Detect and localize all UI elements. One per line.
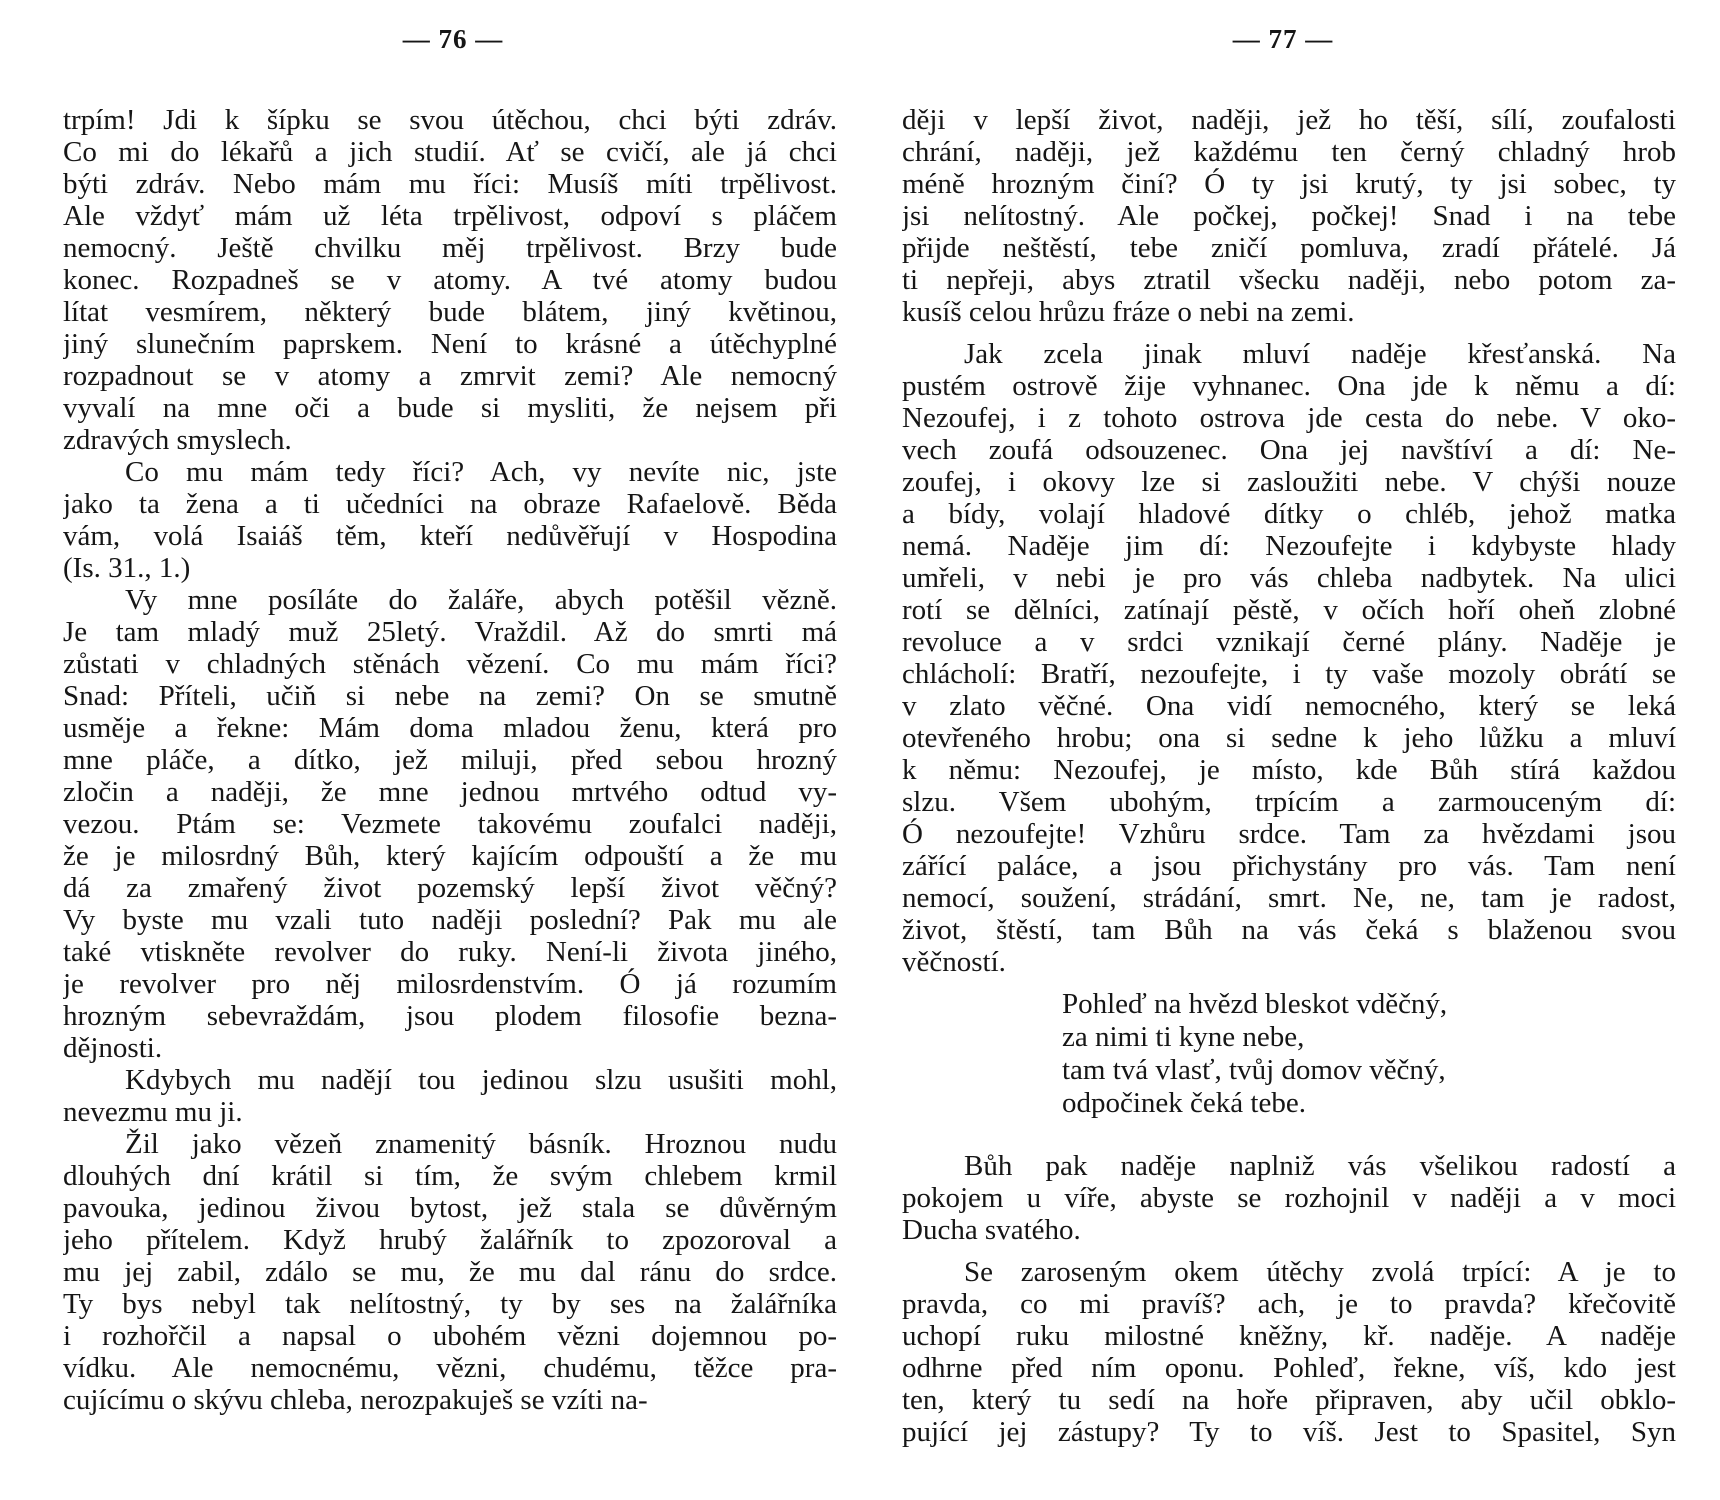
verse-line: Pohleď na hvězd bleskot vděčný, xyxy=(1062,988,1448,1020)
text-line: a bídy, volají hladové dítky o chléb, jehož matka xyxy=(902,498,1676,530)
text-line: jsi nelítostný. Ale počkej, počkej! Snad i na tebe xyxy=(902,200,1676,232)
text-line: pokojem u víře, abyste se rozhojnil v naději a v moci xyxy=(902,1182,1676,1214)
text-line: ději v lepší život, naději, jež ho těší, sílí, zoufalosti xyxy=(902,104,1676,136)
text-line: zářící paláce, a jsou přichystány pro vás. Tam není xyxy=(902,850,1676,882)
page-number-right: — 77 — xyxy=(1232,24,1334,54)
text-line: Co mi do lékařů a jich studií. Ať se cvičí, ale já chci xyxy=(63,136,837,168)
text-line: Bůh pak naděje naplniž vás všelikou radostí a xyxy=(964,1150,1676,1182)
text-line: jako ta žena a ti učedníci na obraze Rafaelově. Běda xyxy=(63,488,837,520)
text-line: že je milosrdný Bůh, který kajícím odpouští a že mu xyxy=(63,840,837,872)
text-line: i rozhořčil a napsal o ubohém vězni dojemnou po- xyxy=(63,1320,837,1352)
text-line: kusíš celou hrůzu fráze o nebi na zemi. xyxy=(902,296,1355,328)
page-number-left: — 76 — xyxy=(402,24,504,54)
text-line: hrozným sebevraždám, jsou plodem filosofie bezna- xyxy=(63,1000,837,1032)
text-line: dlouhých dní krátil si tím, že svým chlebem krmil xyxy=(63,1160,837,1192)
text-line: rotí se dělníci, zatínají pěstě, v očích hoří oheň zlobné xyxy=(902,594,1676,626)
text-line: vídku. Ale nemocnému, vězni, chudému, těžce pra- xyxy=(63,1352,837,1384)
text-line: Vy byste mu vzali tuto naději poslední? Pak mu ale xyxy=(63,904,837,936)
text-line: také vtiskněte revolver do ruky. Není-li života jiného, xyxy=(63,936,837,968)
text-line: přijde neštěstí, tebe zničí pomluva, zradí přátelé. Já xyxy=(902,232,1676,264)
right-page-text xyxy=(902,104,1676,1448)
left-page-text xyxy=(63,104,837,1416)
text-line: odhrne před ním oponu. Pohleď, řekne, víš, kdo jest xyxy=(902,1352,1676,1384)
text-line: dá za zmařený život pozemský lepší život věčný? xyxy=(63,872,837,904)
text-line: pustém ostrově žije vyhnanec. Ona jde k němu a dí: xyxy=(902,370,1676,402)
verse-line: za nimi ti kyne nebe, xyxy=(1062,1021,1305,1053)
text-line: ti nepřeji, abys ztratil všecku naději, nebo potom za- xyxy=(902,264,1676,296)
text-line: Ducha svatého. xyxy=(902,1214,1081,1246)
text-line: jeho přítelem. Když hrubý žalářník to zpozoroval a xyxy=(63,1224,837,1256)
text-line: život, štěstí, tam Bůh na vás čeká s blaženou svou xyxy=(902,914,1676,946)
text-line: zoufej, i okovy lze si zasloužiti nebe. V chýši nouze xyxy=(902,466,1676,498)
text-line: pující jej zástupy? Ty to víš. Jest to Spasitel, Syn xyxy=(902,1416,1676,1448)
text-line: konec. Rozpadneš se v atomy. A tvé atomy budou xyxy=(63,264,837,296)
text-line: věčností. xyxy=(902,946,1006,978)
text-line: usměje a řekne: Mám doma mladou ženu, která pro xyxy=(63,712,837,744)
text-line: pravda, co mi pravíš? ach, je to pravda? křečovitě xyxy=(902,1288,1676,1320)
text-line: chlácholí: Bratří, nezoufejte, i ty vaše mozoly obrátí se xyxy=(902,658,1676,690)
text-line: uchopí ruku milostné kněžny, kř. naděje. A naděje xyxy=(902,1320,1676,1352)
text-line: Vy mne posíláte do žaláře, abych potěšil vězně. xyxy=(125,584,837,616)
text-line: nemá. Naděje jim dí: Nezoufejte i kdybyste hlady xyxy=(902,530,1676,562)
text-line: méně hrozným činí? Ó ty jsi krutý, ty jsi sobec, ty xyxy=(902,168,1676,200)
text-line: jiný slunečním paprskem. Není to krásné a útěchyplné xyxy=(63,328,837,360)
text-line: nemocný. Ještě chvilku měj trpělivost. Brzy bude xyxy=(63,232,837,264)
text-line: býti zdráv. Nebo mám mu říci: Musíš míti trpělivost. xyxy=(63,168,837,200)
text-line: pavouka, jedinou živou bytost, jež stala se důvěrným xyxy=(63,1192,837,1224)
text-line: Je tam mladý muž 25letý. Vraždil. Až do smrti má xyxy=(63,616,837,648)
paragraph-gap xyxy=(902,328,1676,338)
text-line: mu jej zabil, zdálo se mu, že mu dal ránu do srdce. xyxy=(63,1256,837,1288)
text-line: Snad: Příteli, učiň si nebe na zemi? On se smutně xyxy=(63,680,837,712)
paragraph-gap xyxy=(902,978,1676,988)
text-line: vech zoufá odsouzenec. Ona jej navštíví a dí: Ne- xyxy=(902,434,1676,466)
text-line: rozpadnout se v atomy a zmrvit zemi? Ale nemocný xyxy=(63,360,837,392)
text-line: Ale vždyť mám už léta trpělivost, odpoví s pláčem xyxy=(63,200,837,232)
text-line: dějnosti. xyxy=(63,1032,163,1064)
text-line: chrání, naději, jež každému ten černý chladný hrob xyxy=(902,136,1676,168)
paragraph-gap xyxy=(902,1120,1676,1150)
text-line: je revolver pro něj milosrdenstvím. Ó já rozumím xyxy=(63,968,837,1000)
text-line: vám, volá Isaiáš těm, kteří nedůvěřují v Hospodina xyxy=(63,520,837,552)
paragraph-gap xyxy=(902,1246,1676,1256)
text-line: otevřeného hrobu; ona si sedne k jeho lůžku a mluví xyxy=(902,722,1676,754)
text-line: Nezoufej, i z tohoto ostrova jde cesta do nebe. V oko- xyxy=(902,402,1676,434)
text-line: mne pláče, a dítko, jež miluji, před sebou hrozný xyxy=(63,744,837,776)
text-line: ten, který tu sedí na hoře připraven, aby učil obklo- xyxy=(902,1384,1676,1416)
text-line: zločin a naději, že mne jednou mrtvého odtud vy- xyxy=(63,776,837,808)
text-line: v zlato věčné. Ona vidí nemocného, který se leká xyxy=(902,690,1676,722)
text-line: Ó nezoufejte! Vzhůru srdce. Tam za hvězdami jsou xyxy=(902,818,1676,850)
text-line: revoluce a v srdci vznikají černé plány. Naděje je xyxy=(902,626,1676,658)
text-line: vezou. Ptám se: Vezmete takovému zoufalci naději, xyxy=(63,808,837,840)
text-line: Jak zcela jinak mluví naděje křesťanská. Na xyxy=(964,338,1676,370)
text-line: (Is. 31., 1.) xyxy=(63,552,191,584)
text-line: Žil jako vězeň znamenitý básník. Hroznou nudu xyxy=(125,1128,837,1160)
text-line: trpím! Jdi k šípku se svou útěchou, chci býti zdráv. xyxy=(63,104,837,136)
text-line: cujícímu o skývu chleba, nerozpakuješ se vzíti na- xyxy=(63,1384,648,1416)
text-line: Kdybych mu nadějí tou jedinou slzu usušiti mohl, xyxy=(125,1064,837,1096)
text-line: k němu: Nezoufej, je místo, kde Bůh stírá každou xyxy=(902,754,1676,786)
text-line: zůstati v chladných stěnách vězení. Co mu mám říci? xyxy=(63,648,837,680)
verse-line: odpočinek čeká tebe. xyxy=(1062,1087,1306,1119)
text-line: Co mu mám tedy říci? Ach, vy nevíte nic, jste xyxy=(125,456,837,488)
verse-line: tam tvá vlasť, tvůj domov věčný, xyxy=(1062,1054,1446,1086)
text-line: slzu. Všem ubohým, trpícím a zarmouceným dí: xyxy=(902,786,1676,818)
text-line: zdravých smyslech. xyxy=(63,424,292,456)
text-line: umřeli, v nebi je pro vás chleba nadbytek. Na ulici xyxy=(902,562,1676,594)
text-line: lítat vesmírem, některý bude blátem, jiný květinou, xyxy=(63,296,837,328)
text-line: nevezmu mu ji. xyxy=(63,1096,243,1128)
text-line: nemocí, soužení, strádání, smrt. Ne, ne, tam je radost, xyxy=(902,882,1676,914)
text-line: Ty bys nebyl tak nelítostný, ty by ses na žalářníka xyxy=(63,1288,837,1320)
text-line: vyvalí na mne oči a bude si mysliti, že nejsem při xyxy=(63,392,837,424)
text-line: Se zaroseným okem útěchy zvolá trpící: A je to xyxy=(964,1256,1676,1288)
